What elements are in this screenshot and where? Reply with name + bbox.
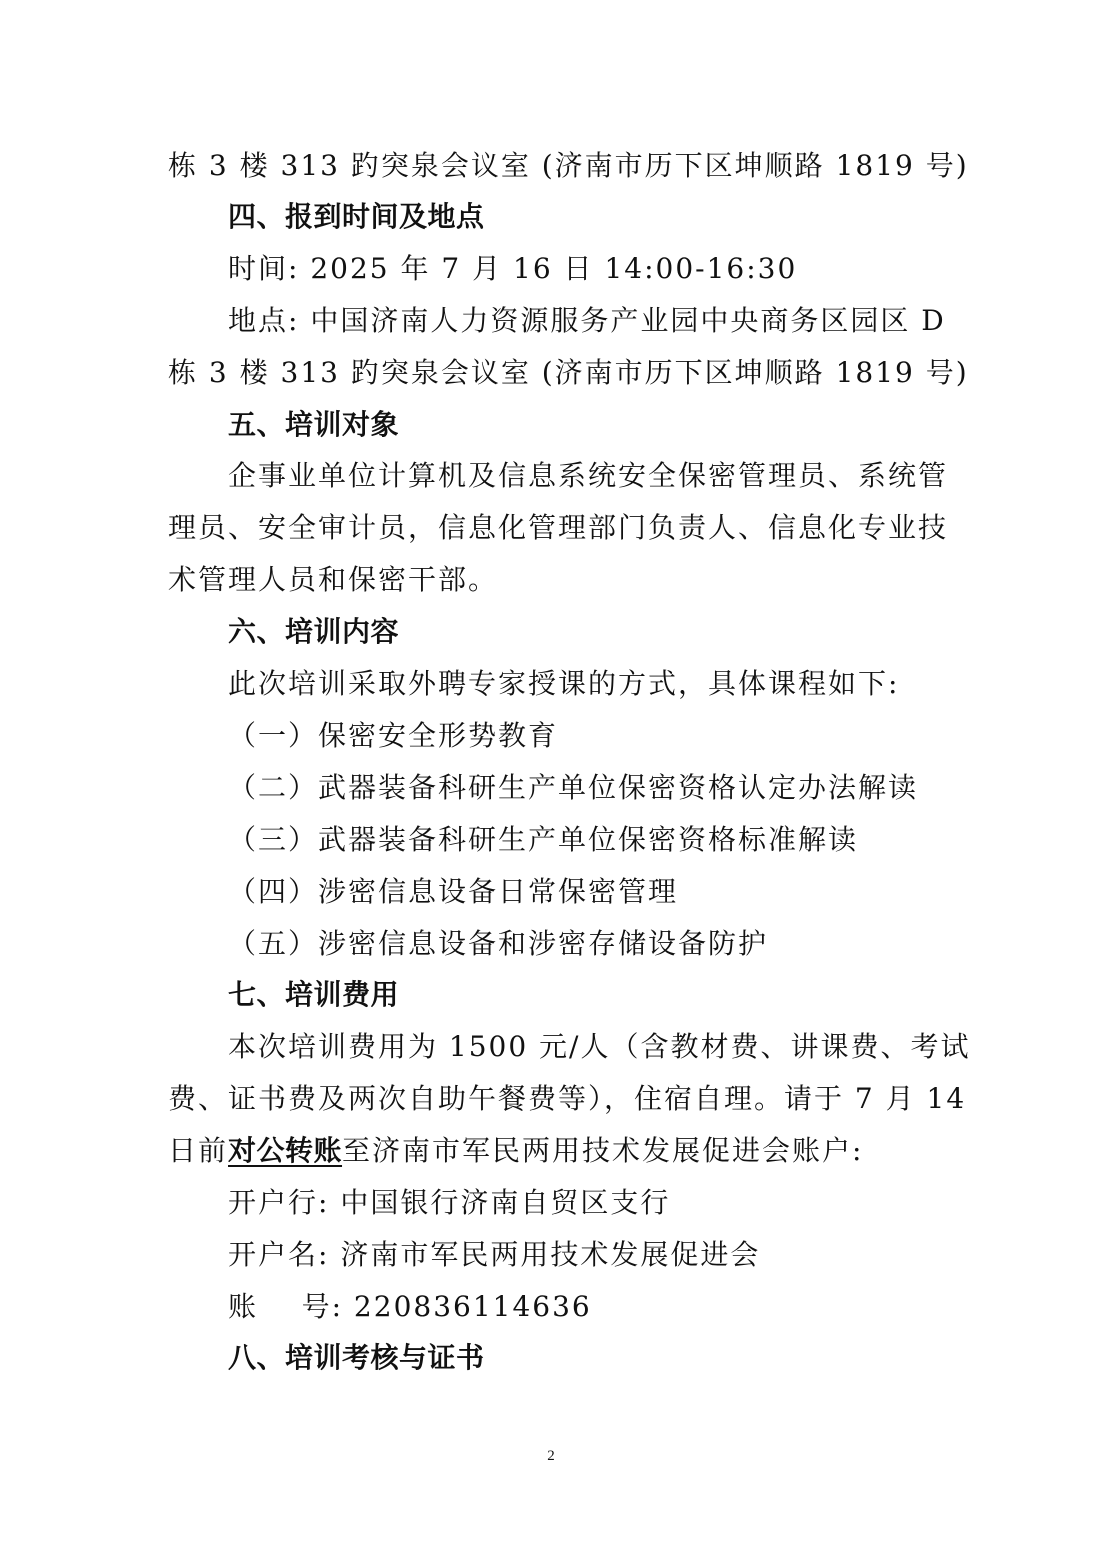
fee-line-3-prefix: 日前 xyxy=(168,1134,229,1167)
audience-line-3: 术管理人员和保密干部。 xyxy=(168,563,499,596)
course-item: （五）涉密信息设备和涉密存储设备防护 xyxy=(228,927,769,960)
course-item: （二）武器装备科研生产单位保密资格认定办法解读 xyxy=(228,771,919,804)
fee-line-3-suffix: 至济南市军民两用技术发展促进会账户: xyxy=(342,1134,864,1167)
account-name: 开户名: 济南市军民两用技术发展促进会 xyxy=(228,1238,761,1271)
registration-place-line-2: 栋 3 楼 313 趵突泉会议室 (济南市历下区坤顺路 1819 号) xyxy=(168,356,969,389)
corporate-transfer-emphasis: 对公转账 xyxy=(228,1134,343,1167)
fee-line-2: 费、证书费及两次自助午餐费等），住宿自理。请于 7 月 14 xyxy=(168,1082,967,1115)
section-8-heading: 八、培训考核与证书 xyxy=(228,1341,485,1374)
section-7-heading: 七、培训费用 xyxy=(228,978,400,1011)
fee-line-1: 本次培训费用为 1500 元/人（含教材费、讲课费、考试 xyxy=(228,1030,971,1063)
fee-line-3 xyxy=(168,1131,938,1171)
course-item: （四）涉密信息设备日常保密管理 xyxy=(228,875,679,908)
account-number: 账 号: 220836114636 xyxy=(228,1290,592,1323)
audience-line-2: 理员、安全审计员，信息化管理部门负责人、信息化专业技 xyxy=(168,511,949,544)
content-intro: 此次培训采取外聘专家授课的方式，具体课程如下: xyxy=(228,667,900,700)
audience-line-1: 企事业单位计算机及信息系统安全保密管理员、系统管 xyxy=(228,459,949,492)
registration-time: 时间: 2025 年 7 月 16 日 14:00-16:30 xyxy=(228,252,798,285)
page-number: 2 xyxy=(547,1448,555,1464)
section-5-heading: 五、培训对象 xyxy=(228,408,400,441)
registration-place-line-1: 地点: 中国济南人力资源服务产业园中央商务区园区 D xyxy=(228,304,946,337)
course-item: （一）保密安全形势教育 xyxy=(228,719,559,752)
venue-continuation: 栋 3 楼 313 趵突泉会议室 (济南市历下区坤顺路 1819 号) xyxy=(168,149,969,182)
course-item: （三）武器装备科研生产单位保密资格标准解读 xyxy=(228,823,859,856)
section-4-heading: 四、报到时间及地点 xyxy=(228,200,485,233)
bank-name: 开户行: 中国银行济南自贸区支行 xyxy=(228,1186,671,1219)
section-6-heading: 六、培训内容 xyxy=(228,615,400,648)
